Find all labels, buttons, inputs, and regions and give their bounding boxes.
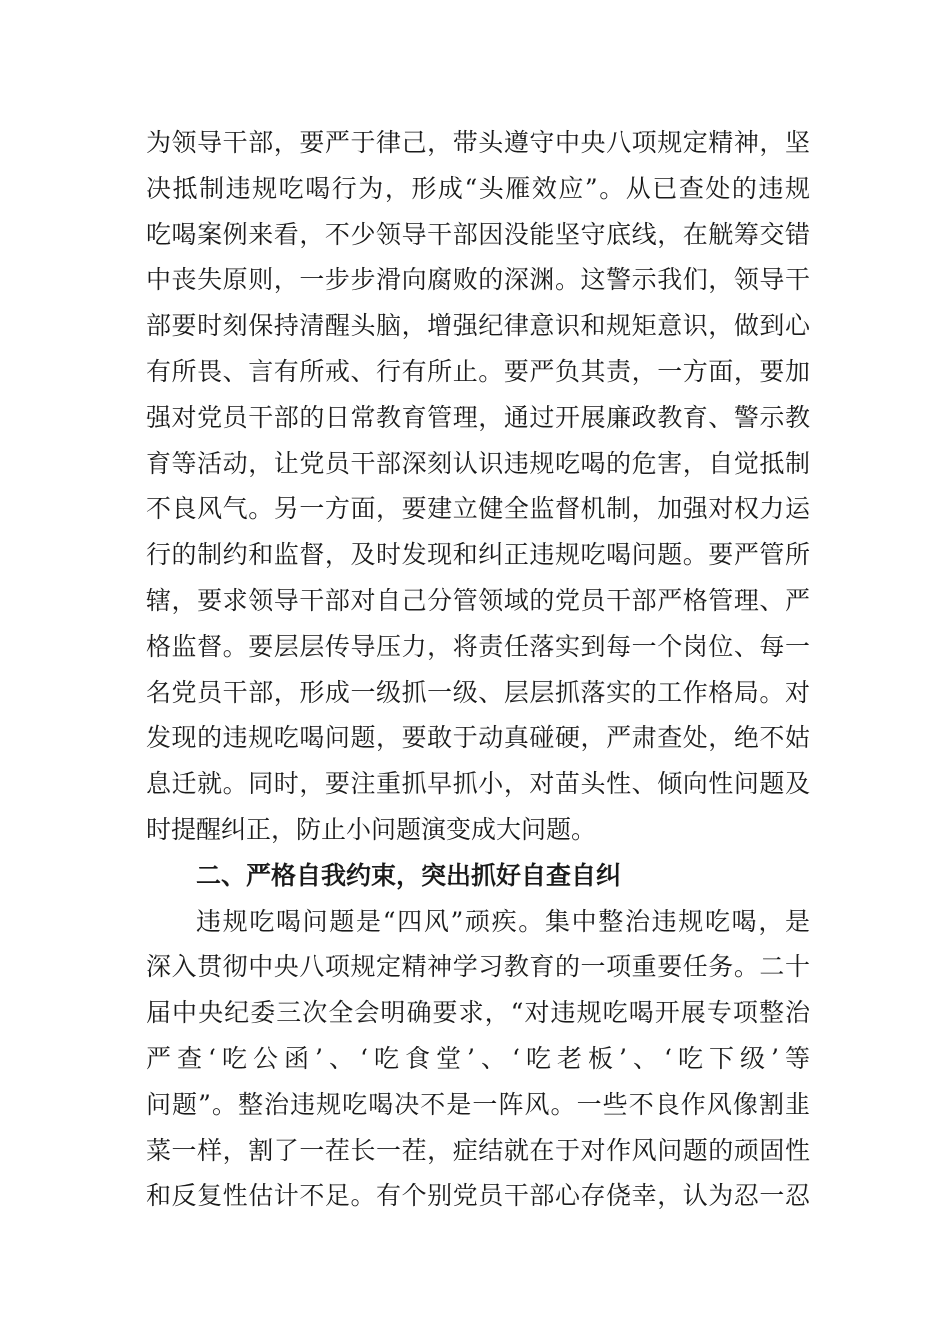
paragraph-line: 和反复性估计不足。有个别党员干部心存侥幸，认为忍一忍 (146, 1181, 810, 1211)
paragraph-line: 部要时刻保持清醒头脑，增强纪律意识和规矩意识，做到心 (146, 311, 810, 341)
paragraph-line: 行的制约和监督，及时发现和纠正违规吃喝问题。要严管所 (146, 540, 810, 570)
paragraph-line: 息迁就。同时，要注重抓早抓小，对苗头性、倾向性问题及 (146, 769, 810, 799)
paragraph-line: 问题”。整治违规吃喝决不是一阵风。一些不良作风像割韭 (146, 1089, 810, 1119)
paragraph-line: 吃喝案例来看，不少领导干部因没能坚守底线，在觥筹交错 (146, 219, 810, 249)
paragraph-line: 育等活动，让党员干部深刻认识违规吃喝的危害，自觉抵制 (146, 448, 810, 478)
paragraph-line: 有所畏、言有所戒、行有所止。要严负其责，一方面，要加 (146, 356, 810, 386)
paragraph-line: 届中央纪委三次全会明确要求，“对违规吃喝开展专项整治 (146, 998, 810, 1028)
paragraph-line: 强对党员干部的日常教育管理，通过开展廉政教育、警示教 (146, 402, 810, 432)
paragraph-line: 决抵制违规吃喝行为，形成“头雁效应”。从已查处的违规 (146, 173, 810, 203)
paragraph-line: 菜一样，割了一茬长一茬，症结就在于对作风问题的顽固性 (146, 1135, 810, 1165)
paragraph-line: 严查‘吃公函’、‘吃食堂’、‘吃老板’、‘吃下级’等 (146, 1043, 810, 1073)
paragraph-line: 深入贯彻中央八项规定精神学习教育的一项重要任务。二十 (146, 952, 810, 982)
section-heading: 二、严格自我约束，突出抓好自查自纠 (196, 860, 622, 890)
document-body (146, 120, 810, 1219)
paragraph-line: 名党员干部，形成一级抓一级、层层抓落实的工作格局。对 (146, 677, 810, 707)
paragraph-line: 不良风气。另一方面，要建立健全监督机制，加强对权力运 (146, 494, 810, 524)
paragraph-line: 发现的违规吃喝问题，要敢于动真碰硬，严肃查处，绝不姑 (146, 723, 810, 753)
paragraph-line: 中丧失原则，一步步滑向腐败的深渊。这警示我们，领导干 (146, 265, 810, 295)
paragraph-line: 违规吃喝问题是“四风”顽疾。集中整治违规吃喝，是 (196, 906, 810, 936)
paragraph-line: 为领导干部，要严于律己，带头遵守中央八项规定精神，坚 (146, 128, 810, 157)
paragraph-line: 时提醒纠正，防止小问题演变成大问题。 (146, 814, 597, 844)
paragraph-line: 辖，要求领导干部对自己分管领域的党员干部严格管理、严 (146, 585, 810, 615)
paragraph-line: 格监督。要层层传导压力，将责任落实到每一个岗位、每一 (146, 631, 810, 661)
